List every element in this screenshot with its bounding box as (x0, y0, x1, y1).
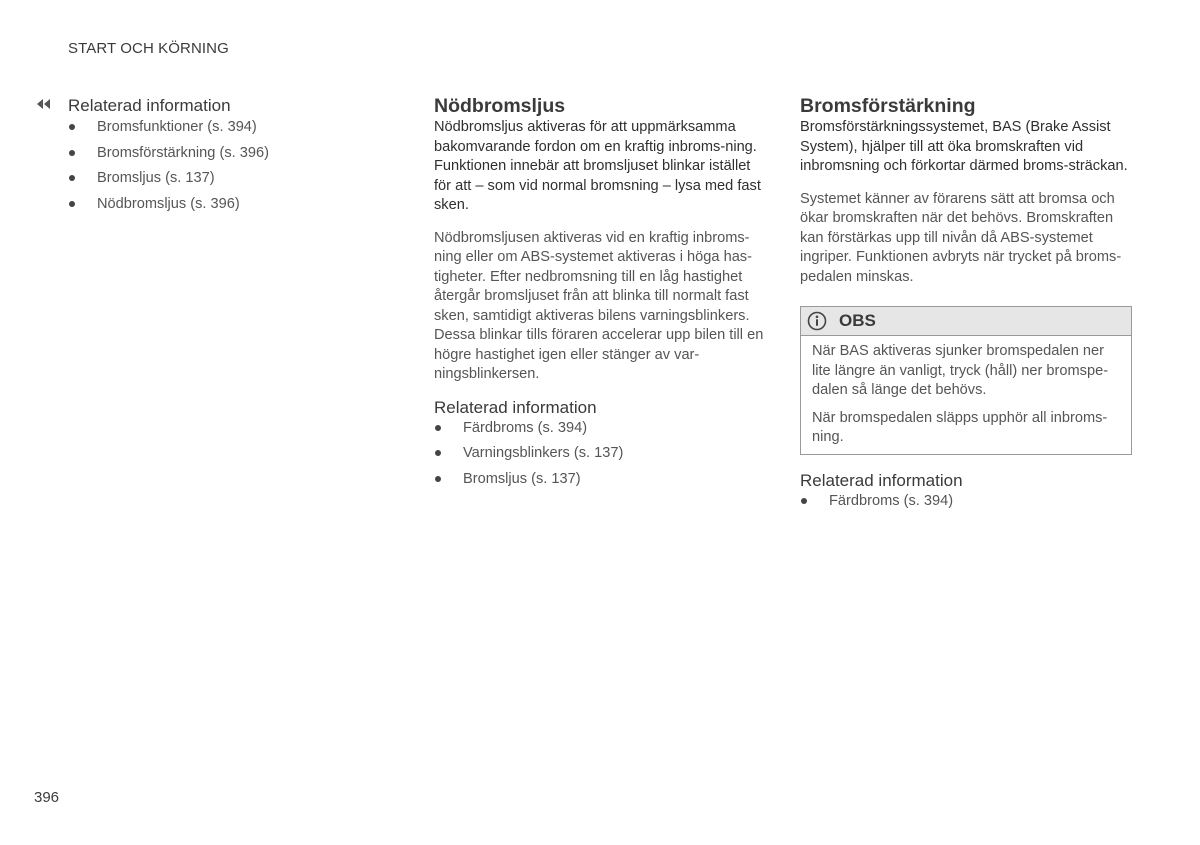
bullet-icon (69, 150, 75, 156)
section-title: Nödbromsljus (434, 95, 566, 117)
column-bromsforstarkning (800, 94, 1132, 517)
related-link[interactable]: Varningsblinkers (s. 137) (434, 444, 766, 470)
related-list (800, 492, 1132, 518)
body-paragraph: Systemet känner av förarens sätt att bromsa och ökar bromskraften när det behövs. Bromskraften kan förstärkas upp till nivån då ABS-systemet ingriper. Funktionen avbryts när trycket på broms-pedalen minskas. (800, 190, 1122, 285)
section-header: START OCH KÖRNING (68, 40, 229, 57)
bullet-icon (435, 476, 441, 482)
lead-paragraph: Nödbromsljus aktiveras för att uppmärksamma bakomvarande fordon om en kraftig inbroms-ning. Funktionen innebär att bromsljuset blinkar istället för att – som vid normal bromsning – lysa med fast sken. (434, 119, 761, 213)
note-title: OBS (839, 311, 876, 331)
body-paragraph: Nödbromsljusen aktiveras vid en kraftig inbroms-ning eller om ABS-systemet aktiveras i höga has-tigheter. Efter nedbromsning till en låg hastighet återgår bromsljuset från att blinka till normalt fast sken, samtidigt aktiveras bilens varningsblinkers. Dessa blinkar tills föraren accelerar upp bilen till en högre hastighet igen eller stänger av var-ningsblinkersen. (434, 229, 764, 382)
column-nodbromsljus (434, 94, 766, 495)
related-link[interactable]: Färdbroms (s. 394) (434, 419, 766, 445)
related-heading: Relaterad information (434, 397, 597, 417)
related-link[interactable]: Bromsljus (s. 137) (434, 470, 766, 496)
note-paragraph: När BAS aktiveras sjunker bromspedalen ner lite längre än vanligt, tryck (håll) ner bromspe-dalen så länge det behövs. (812, 343, 1109, 398)
related-link[interactable]: Bromsljus (s. 137) (68, 169, 388, 195)
double-chevron-left-icon[interactable] (35, 96, 53, 112)
column-related-info (68, 94, 388, 220)
note-box (800, 306, 1132, 455)
related-link[interactable]: Färdbroms (s. 394) (800, 492, 1132, 518)
bullet-icon (69, 201, 75, 207)
related-list (434, 419, 766, 496)
bullet-icon (435, 425, 441, 431)
info-icon (807, 311, 827, 331)
bullet-icon (801, 498, 807, 504)
bullet-icon (435, 450, 441, 456)
note-paragraph: När bromspedalen släpps upphör all inbroms-ning. (812, 409, 1108, 445)
bullet-icon (69, 124, 75, 130)
related-link[interactable]: Nödbromsljus (s. 396) (68, 195, 388, 221)
related-heading: Relaterad information (68, 96, 231, 115)
related-link[interactable]: Bromsfunktioner (s. 394) (68, 118, 388, 144)
note-body (801, 336, 1131, 454)
related-list (68, 118, 388, 220)
page-number: 396 (34, 789, 60, 806)
related-heading: Relaterad information (800, 470, 963, 490)
related-link[interactable]: Bromsförstärkning (s. 396) (68, 144, 388, 170)
note-header (801, 307, 1131, 336)
lead-paragraph: Bromsförstärkningssystemet, BAS (Brake Assist System), hjälper till att öka bromskraften vid inbromsning och förkortar därmed broms-sträckan. (800, 119, 1128, 174)
bullet-icon (69, 175, 75, 181)
section-title: Bromsförstärkning (800, 95, 976, 117)
